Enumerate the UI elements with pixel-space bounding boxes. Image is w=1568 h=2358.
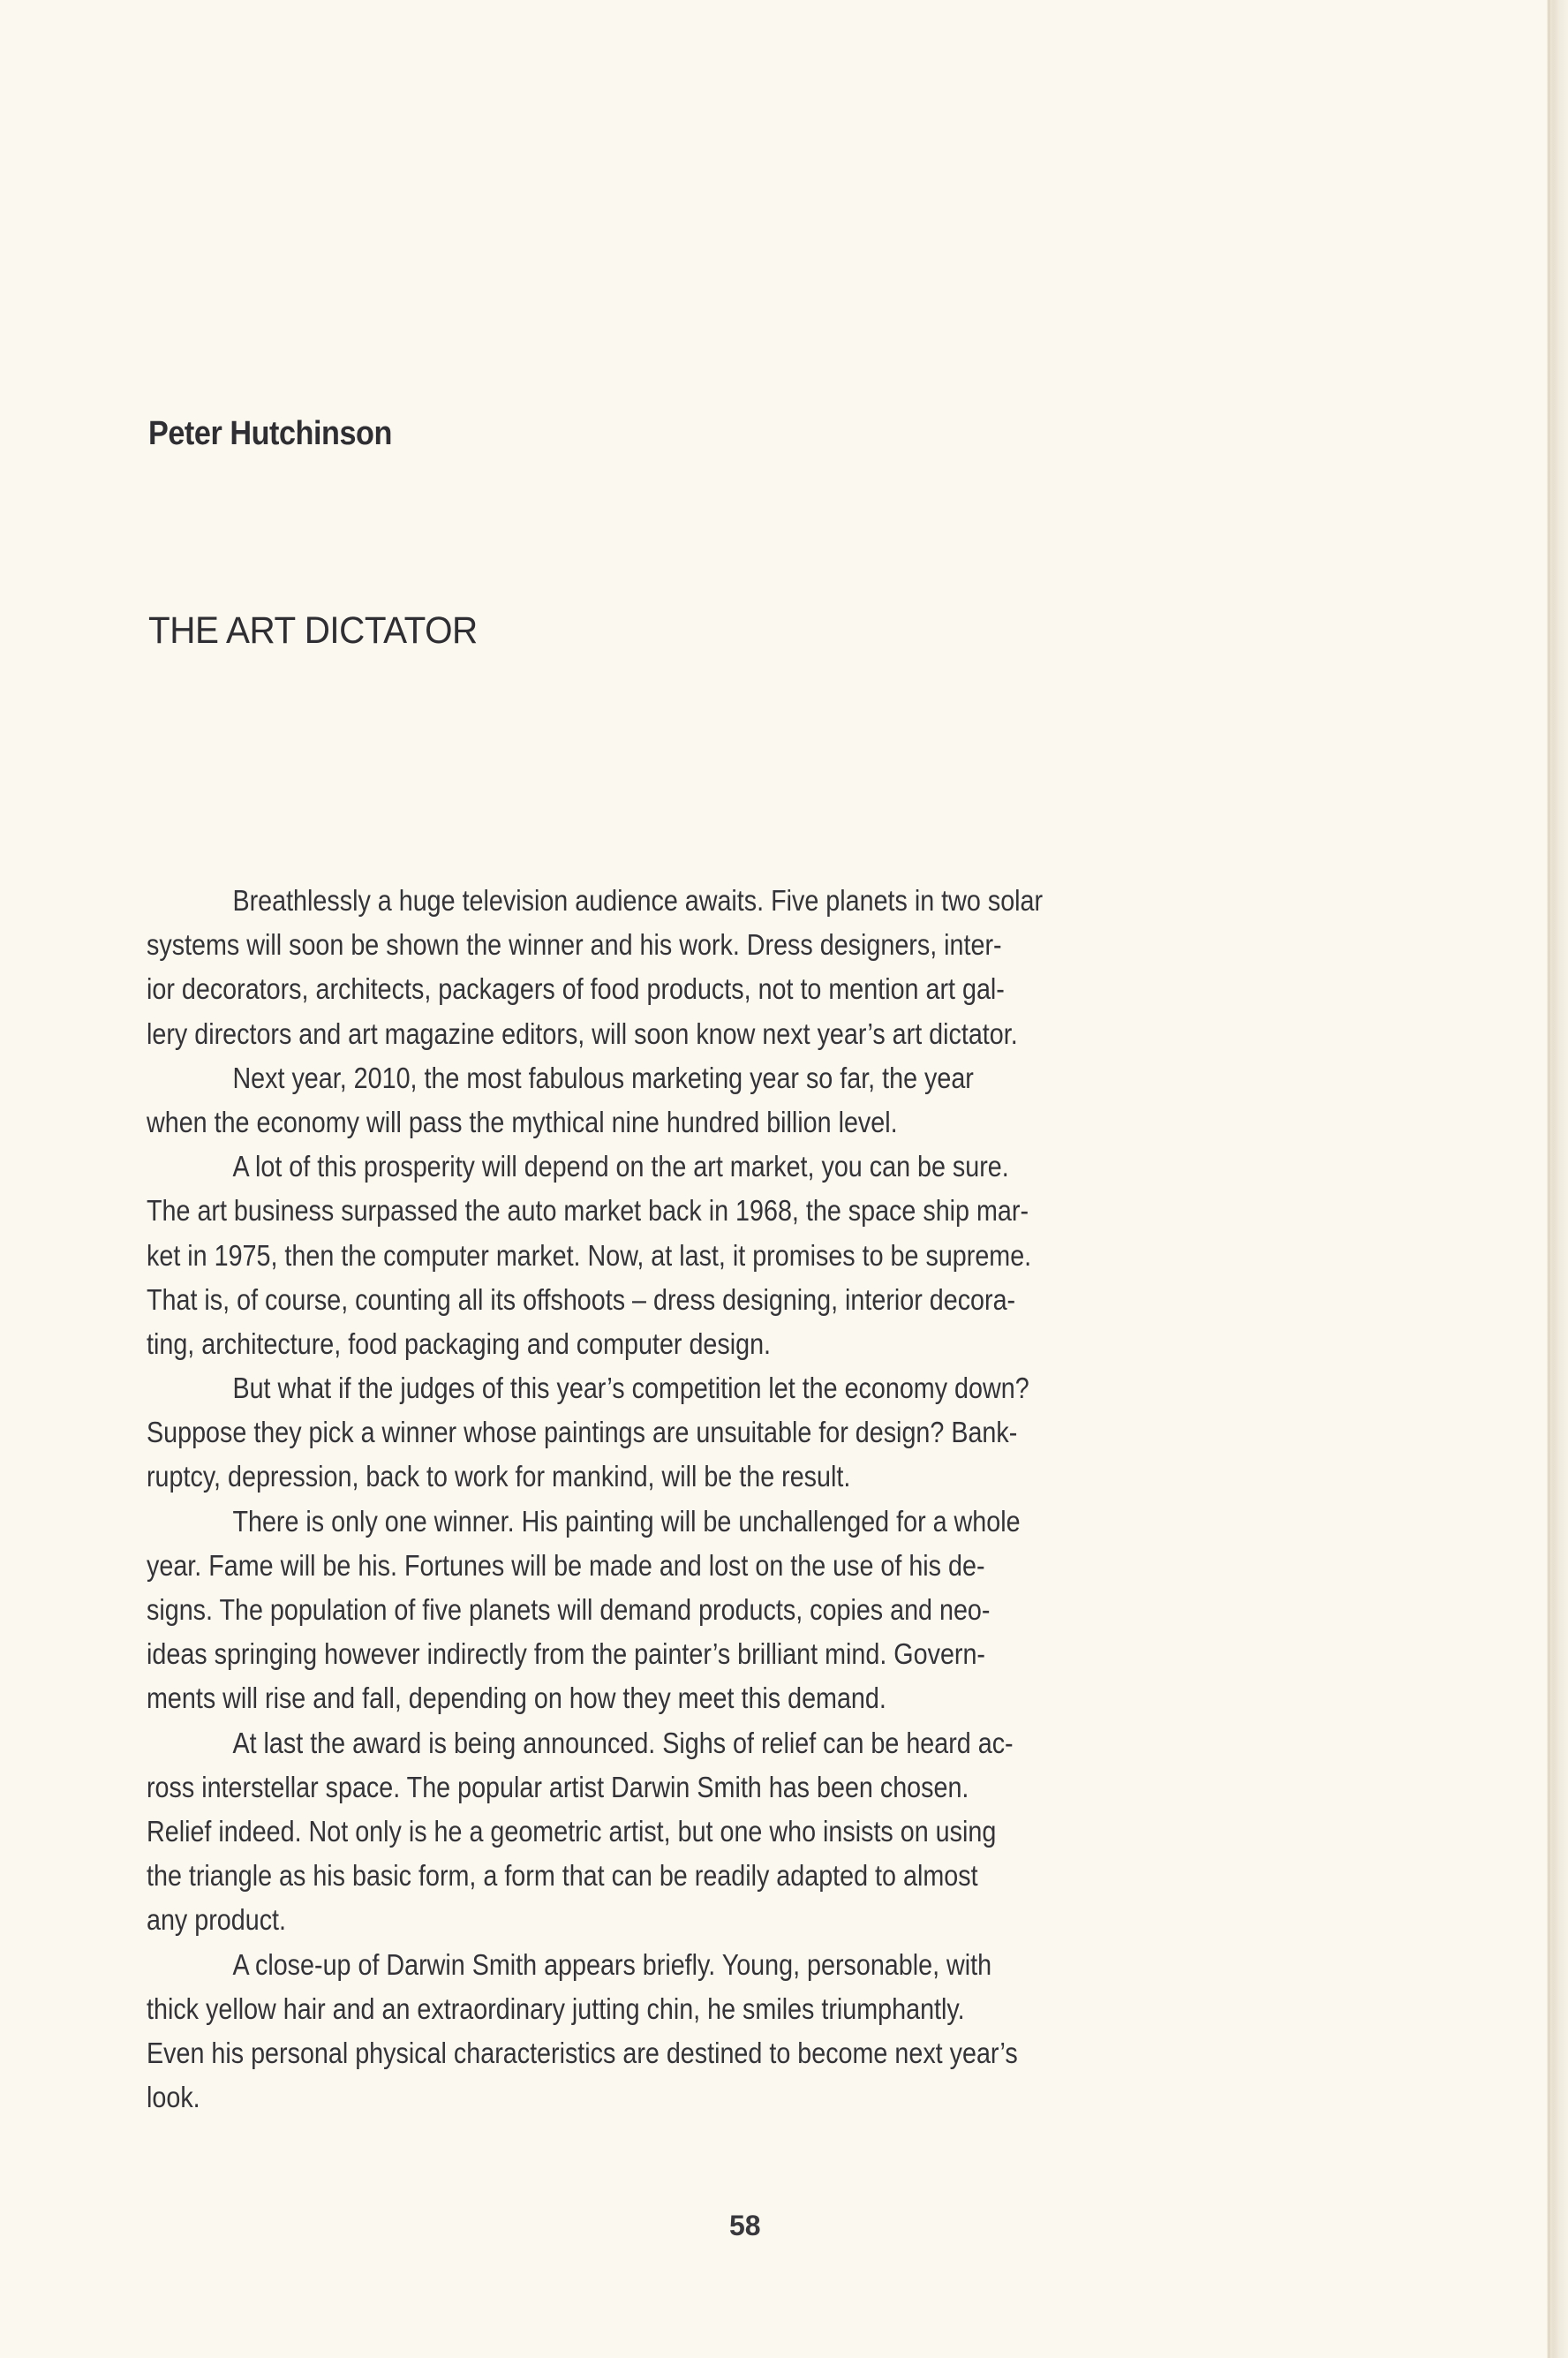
paragraph [147,1943,1471,2120]
text-line: when the economy will pass the mythical nine hundred billion level. [147,1105,898,1138]
text-line: Even his personal physical characteristics are destined to become next year’s [147,2036,1018,2069]
article-title: THE ART DICTATOR [148,609,478,652]
paragraph [147,1721,1471,1943]
text-line: Next year, 2010, the most fabulous marketing year so far, the year [232,1061,974,1094]
paragraph [147,1056,1471,1145]
paragraph [147,1366,1471,1500]
text-line: A lot of this prosperity will depend on the art market, you can be sure. [232,1150,1009,1183]
text-line: The art business surpassed the auto market back in 1968, the space ship mar- [147,1194,1029,1228]
article-body [147,879,1471,2120]
text-line: signs. The population of five planets will demand products, copies and neo- [147,1593,991,1626]
paragraph [147,1500,1471,1721]
page-edge-line [1548,0,1550,2358]
text-line: ior decorators, architects, packagers of food products, not to mention art gal- [147,972,1005,1006]
text-line: the triangle as his basic form, a form that can be readily adapted to almost [147,1859,978,1893]
text-line: Suppose they pick a winner whose paintings are unsuitable for design? Bank- [147,1416,1018,1449]
text-line: ideas springing however indirectly from the painter’s brilliant mind. Govern- [147,1637,985,1671]
text-line: ross interstellar space. The popular artist Darwin Smith has been chosen. [147,1770,969,1803]
paragraph [147,879,1471,1056]
page-number: 58 [729,2210,761,2241]
text-line: There is only one winner. His painting will be unchallenged for a whole [232,1504,1021,1538]
text-line: systems will soon be shown the winner and his work. Dress designers, inter- [147,928,1002,962]
text-line: ments will rise and fall, depending on how they meet this demand. [147,1682,886,1715]
text-line: any product. [147,1903,287,1937]
paragraph [147,1145,1471,1366]
text-line: ting, architecture, food packaging and computer design. [147,1326,772,1360]
text-line: Relief indeed. Not only is he a geometric artist, but one who insists on using [147,1814,997,1848]
text-line: But what if the judges of this year’s competition let the economy down? [232,1372,1029,1405]
text-line: A close-up of Darwin Smith appears briefly. Young, personable, with [232,1947,992,1981]
text-line: look. [147,2081,200,2114]
text-line: At last the award is being announced. Sighs of relief can be heard ac- [232,1726,1014,1759]
text-line: That is, of course, counting all its offshoots – dress designing, interior decora- [147,1282,1016,1316]
text-line: Breathlessly a huge television audience awaits. Five planets in two solar [232,884,1044,917]
author-name: Peter Hutchinson [148,415,392,452]
text-line: thick yellow hair and an extraordinary jutting chin, he smiles triumphantly. [147,1991,965,2025]
text-line: lery directors and art magazine editors, will soon know next year’s art dictator. [147,1017,1018,1050]
text-line: ket in 1975, then the computer market. Now, at last, it promises to be supreme. [147,1238,1032,1272]
text-line: year. Fame will be his. Fortunes will be made and lost on the use of his de- [147,1548,985,1582]
text-line: ruptcy, depression, back to work for mankind, will be the result. [147,1460,851,1493]
